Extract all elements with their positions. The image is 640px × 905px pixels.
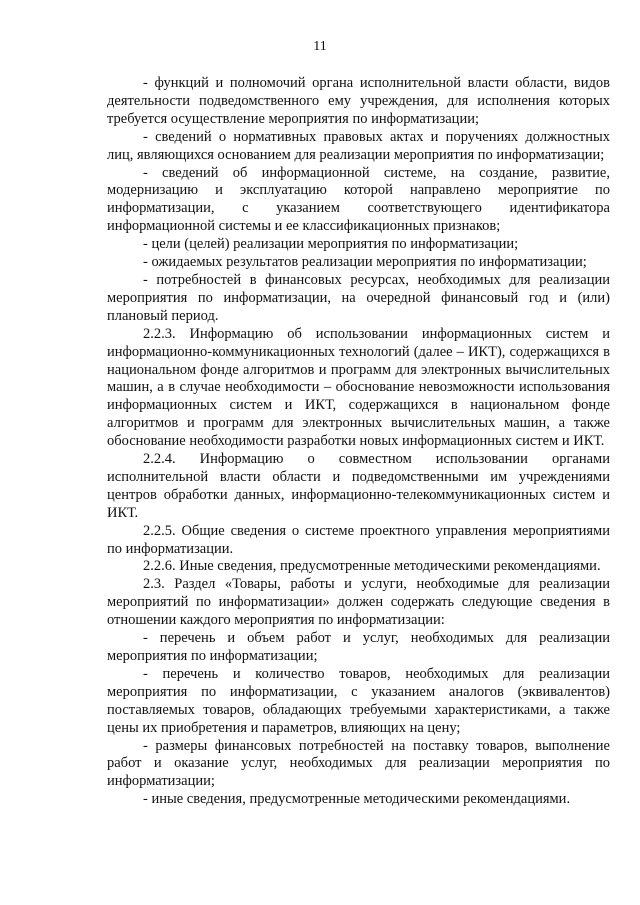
- paragraph-expected-results: - ожидаемых результатов реализации мероприятия по информатизации;: [143, 254, 587, 271]
- paragraph-other-info: - иные сведения, предусмотренные методическими рекомендациями.: [143, 791, 571, 808]
- paragraph-financial-needs: - потребностей в финансовых ресурсах, необходимых для реализации мероприятия по информатизации, на очередной финансовый год и (или) плановый период.: [107, 271, 610, 324]
- paragraph-2-2-4: 2.2.4. Информацию о совместном использовании органами исполнительной власти области и подведомственными им учреждениями центров обработки данных, информационно-телекоммуникационных систем и ИКТ.: [107, 451, 610, 521]
- paragraph-works-services: - перечень и объем работ и услуг, необходимых для реализации мероприятия по информатизации;: [107, 630, 610, 664]
- paragraph-2-2-3: 2.2.3. Информацию об использовании информационных систем и информационно-коммуникационных технологий (далее – ИКТ), содержащихся в национальном фонде алгоритмов и программ для электронных вычислительных машин, а в случае необходимости – обоснование невозможности использования информационных систем и ИКТ, содержащихся в национальном фонде алгоритмов и программ для электронных вычислительных машин, а также обоснование необходимости разработки новых информационных систем и ИКТ.: [107, 325, 610, 450]
- paragraph-functions: - функций и полномочий органа исполнительной власти области, видов деятельности подведомственного ему учреждения, для исполнения которых требуется осуществление мероприятия по информатизации;: [107, 75, 610, 127]
- paragraph-legal-acts: - сведений о нормативных правовых актах и поручениях должностных лиц, являющихся основанием для реализации мероприятия по информатизации;: [107, 128, 610, 163]
- paragraph-2-2-5: 2.2.5. Общие сведения о системе проектного управления мероприятиями по информатизации.: [107, 522, 610, 557]
- paragraph-2-3: 2.3. Раздел «Товары, работы и услуги, необходимые для реализации мероприятий по информатизации» должен содержать следующие сведения в отношении каждого мероприятия по информатизации:: [107, 576, 610, 629]
- paragraph-information-system: - сведений об информационной системе, на создание, развитие, модернизацию и эксплуатацию которой направлено мероприятие по информатизации, с указанием соответствующего идентификатора информационной системы и ее классификационных признаков;: [107, 164, 610, 235]
- document-body: [107, 75, 610, 809]
- paragraph-financial-sizes: - размеры финансовых потребностей на поставку товаров, выполнение работ и оказание услуг, необходимых для реализации мероприятия по информатизации;: [107, 737, 610, 790]
- paragraph-2-2-6: 2.2.6. Иные сведения, предусмотренные методическими рекомендациями.: [143, 558, 601, 575]
- paragraph-goals: - цели (целей) реализации мероприятия по информатизации;: [143, 236, 519, 253]
- page-number: 11: [313, 39, 327, 54]
- paragraph-goods: - перечень и количество товаров, необходимых для реализации мероприятия по информатизации, с указанием аналогов (эквивалентов) поставляемых товаров, обладающих требуемыми характеристиками, а также цены их приобретения и параметров, влияющих на цену;: [107, 665, 610, 736]
